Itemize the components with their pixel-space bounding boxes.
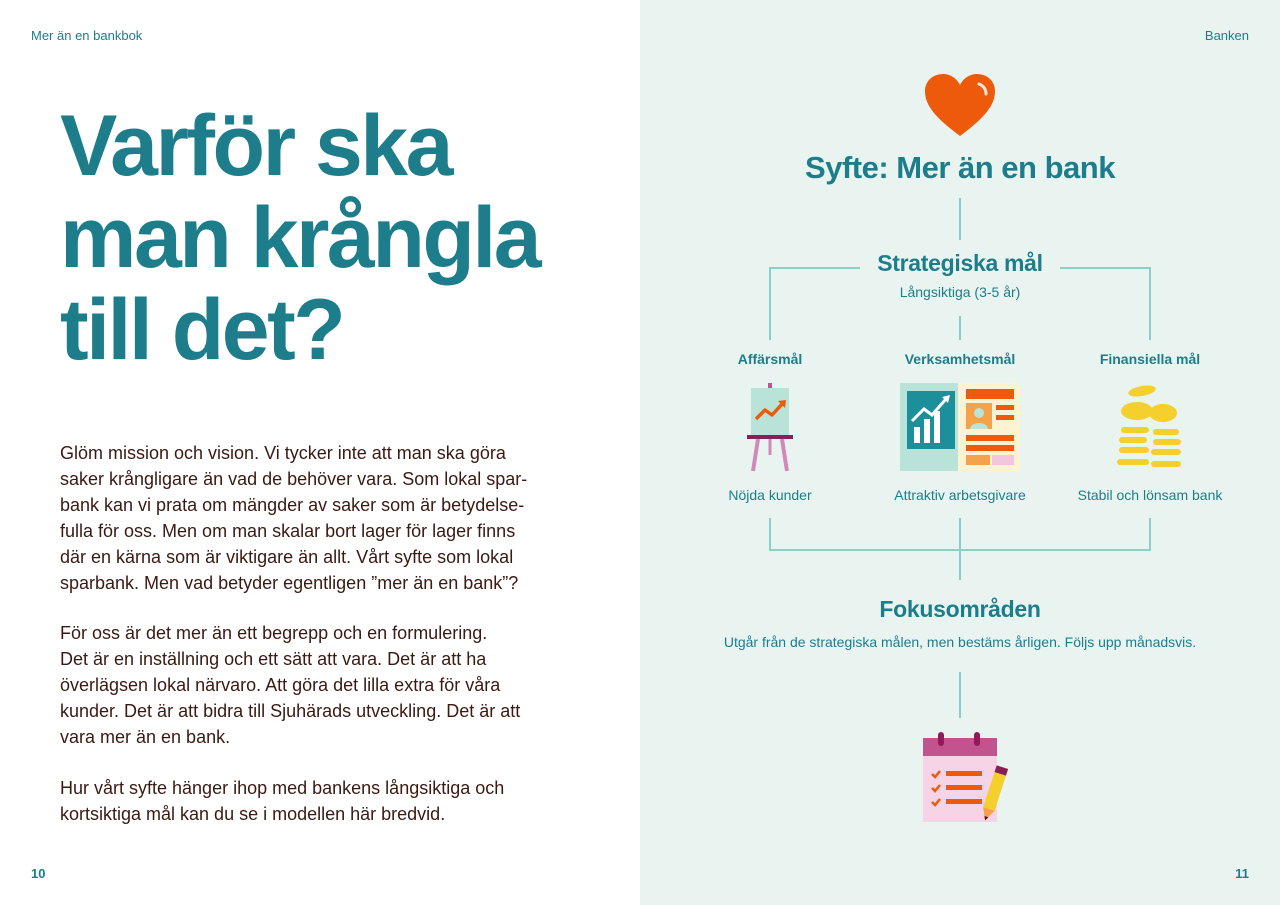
strategic-goals-subtitle: Långsiktiga (3-5 år) bbox=[899, 284, 1021, 300]
running-head-right: Banken bbox=[1204, 28, 1249, 43]
goal-caption-business: Nöjda kunder bbox=[728, 487, 812, 503]
goal-title-business: Affärsmål bbox=[737, 351, 803, 367]
goal-title-financial: Finansiella mål bbox=[1099, 351, 1201, 367]
text-line: kortsiktiga mål kan du se i modellen här bredvid. bbox=[60, 804, 446, 824]
text-line: överlägsen lokal närvaro. Att göra det lilla extra för våra bbox=[60, 675, 501, 695]
right-page bbox=[640, 0, 1280, 905]
purpose-diagram bbox=[640, 0, 1280, 905]
text-line: Glöm mission och vision. Vi tycker inte att man ska göra bbox=[60, 443, 506, 463]
text-line: fulla för oss. Men om man skalar bort lager för lager finns bbox=[60, 521, 516, 541]
focus-areas-title: Fokusområden bbox=[879, 596, 1041, 622]
strategic-goals-title: Strategiska mål bbox=[877, 250, 1043, 276]
goal-title-operations: Verksamhetsmål bbox=[904, 351, 1016, 367]
presentation-easel-icon bbox=[745, 383, 795, 473]
running-head-left: Mer än en bankbok bbox=[31, 28, 143, 43]
headline-line: Varför ska bbox=[60, 98, 451, 194]
text-line: där en kärna som är viktigare än allt. Vårt syfte som lokal bbox=[60, 547, 514, 567]
coins-stack-icon bbox=[1115, 383, 1185, 473]
heart-icon bbox=[923, 72, 997, 138]
text-line: saker krångligare än vad de behöver vara. Som lokal spar- bbox=[60, 469, 528, 489]
text-line: Det är en inställning och ett sätt att vara. Det är att ha bbox=[60, 649, 487, 669]
headline bbox=[60, 100, 620, 376]
body-paragraph-3 bbox=[60, 775, 560, 827]
body-paragraph-1 bbox=[60, 440, 560, 596]
page-number-left: 10 bbox=[31, 866, 46, 881]
checklist-calendar-icon bbox=[921, 730, 1011, 826]
employee-profile-icon bbox=[900, 383, 1020, 471]
text-line: sparbank. Men vad betyder egentligen ”mer än en bank”? bbox=[60, 573, 519, 593]
focus-areas-subtitle: Utgår från de strategiska målen, men bestäms årligen. Följs upp månadsvis. bbox=[723, 634, 1197, 650]
text-line: För oss är det mer än ett begrepp och en formulering. bbox=[60, 623, 488, 643]
purpose-title: Syfte: Mer än en bank bbox=[805, 150, 1115, 185]
text-line: bank kan vi prata om mängder av saker som är betydelse- bbox=[60, 495, 525, 515]
text-line: kunder. Det är att bidra till Sjuhärads utveckling. Det är att bbox=[60, 701, 521, 721]
text-line: vara mer än en bank. bbox=[60, 727, 231, 747]
headline-line: till det? bbox=[60, 282, 344, 378]
headline-line: man krångla bbox=[60, 190, 540, 286]
page-number-right: 11 bbox=[1235, 866, 1249, 881]
body-paragraph-2 bbox=[60, 620, 560, 750]
goal-caption-operations: Attraktiv arbetsgivare bbox=[894, 487, 1026, 503]
text-line: Hur vårt syfte hänger ihop med bankens långsiktiga och bbox=[60, 778, 505, 798]
goal-caption-financial: Stabil och lönsam bank bbox=[1077, 487, 1223, 503]
